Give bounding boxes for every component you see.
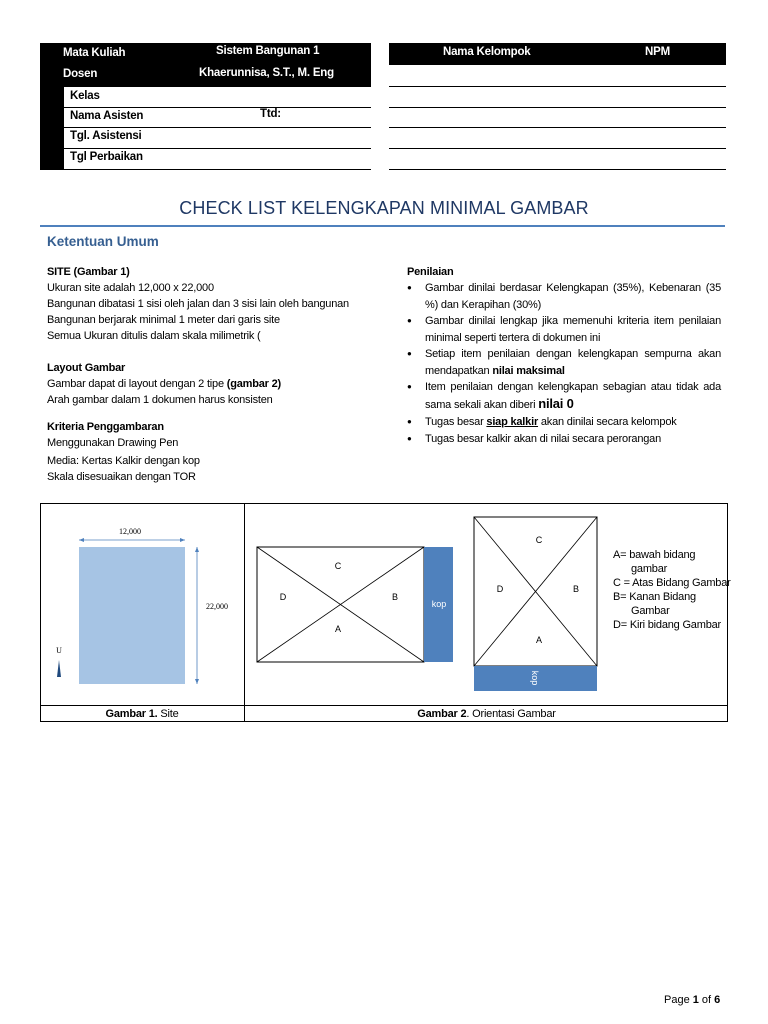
page-title: CHECK LIST KELENGKAPAN MINIMAL GAMBAR (179, 198, 589, 218)
kelompok-row-line-5 (389, 169, 726, 170)
layout-vertical-drawing (472, 515, 600, 695)
dosen-label: Dosen (63, 68, 98, 80)
perbaikan-line (40, 169, 371, 170)
kriteria-line-2: Media: Kertas Kalkir dengan kop (47, 455, 200, 467)
label-a: A (535, 635, 543, 645)
figure-caption-rule (40, 705, 728, 706)
layout-line-1: Gambar dapat di layout dengan 2 tipe (gambar 2) (47, 378, 281, 390)
arrow-up-icon (195, 547, 199, 552)
layout-line-2: Arah gambar dalam 1 dokumen harus konsisten (47, 394, 273, 406)
kelas-line (64, 107, 371, 108)
label-b: B (391, 592, 399, 602)
label-c: C (535, 535, 543, 545)
penilaian-item-4: ● Item penilaian dengan kelengkapan sebagian atau tidak ada sama sekali akan diberi nilai 0 (407, 379, 721, 413)
orientation-legend (613, 548, 731, 632)
legend-d: D= Kiri bidang Gambar (613, 619, 721, 631)
north-label: U (56, 646, 62, 655)
kelompok-row-line-1 (389, 86, 726, 87)
site-rect (79, 547, 185, 684)
penilaian-list (407, 280, 721, 447)
north-arrow-icon (57, 660, 61, 677)
layout-heading: Layout Gambar (47, 362, 126, 374)
site-heading: SITE (Gambar 1) (47, 266, 130, 278)
figure-1-caption: Gambar 1. Site (105, 708, 179, 720)
arrow-right-icon (180, 538, 185, 542)
label-c: C (334, 561, 342, 571)
kelas-label: Kelas (70, 90, 100, 102)
kelompok-row-line-4 (389, 148, 726, 149)
mata-kuliah-label: Mata Kuliah (63, 47, 126, 59)
site-drawing (45, 515, 240, 695)
arrow-down-icon (195, 679, 199, 684)
legend-b: B= Kanan Bidang Gambar (613, 591, 696, 617)
label-b: B (572, 584, 580, 594)
layout-horizontal-drawing (255, 545, 455, 665)
tgl-perbaikan-label: Tgl Perbaikan (70, 151, 143, 163)
kriteria-line-3: Skala disesuaikan dengan TOR (47, 471, 196, 483)
dosen-value: Khaerunnisa, S.T., M. Eng (199, 67, 334, 79)
kriteria-line-1: Menggunakan Drawing Pen (47, 437, 179, 449)
page-number: Page 1 of 6 (664, 994, 721, 1006)
kop-label: kop (530, 670, 540, 686)
site-line-1: Ukuran site adalah 12,000 x 22,000 (47, 282, 214, 294)
section-title: Ketentuan Umum (47, 234, 159, 249)
kelompok-row-line-2 (389, 107, 726, 108)
penilaian-item-5: ● Tugas besar siap kalkir akan dinilai secara kelompok (407, 414, 721, 431)
penilaian-heading: Penilaian (407, 266, 454, 278)
npm-label: NPM (645, 46, 670, 58)
label-a: A (334, 624, 342, 634)
height-dimension-label: 22,000 (206, 602, 228, 611)
label-d: D (496, 584, 504, 594)
header-left-black-bar (40, 43, 64, 169)
kelompok-row-line-3 (389, 127, 726, 128)
penilaian-item-6: ● Tugas besar kalkir akan di nilai secara perorangan (407, 431, 721, 448)
site-line-2: Bangunan dibatasi 1 sisi oleh jalan dan 3 sisi lain oleh bangunan (47, 298, 349, 310)
legend-c: C = Atas Bidang Gambar (613, 577, 731, 589)
width-dimension-label: 12,000 (119, 527, 141, 536)
figure-2-caption: Gambar 2. Orientasi Gambar (417, 708, 556, 720)
kriteria-heading: Kriteria Penggambaran (47, 421, 164, 433)
ttd-label: Ttd: (260, 108, 281, 120)
kop-label: kop (431, 599, 447, 609)
mata-kuliah-value: Sistem Bangunan 1 (216, 45, 320, 57)
title-rule (40, 225, 725, 227)
figure-divider (244, 503, 245, 722)
nama-asisten-label: Nama Asisten (70, 110, 144, 122)
label-d: D (279, 592, 287, 602)
asisten-line (64, 127, 371, 128)
penilaian-item-3: ● Setiap item penilaian dengan kelengkapan sempurna akan mendapatkan nilai maksimal (407, 346, 721, 379)
asistensi-line (64, 148, 371, 149)
penilaian-item-1: ● Gambar dinilai berdasar Kelengkapan (35%), Kebenaran (35 %) dan Kerapihan (30%) (407, 280, 721, 313)
site-line-4: Semua Ukuran ditulis dalam skala milimetrik ( (47, 330, 261, 342)
header-right-black-band (389, 43, 726, 65)
penilaian-item-2: ● Gambar dinilai lengkap jika memenuhi kriteria item penilaian minimal seperti tertera di dokumen ini (407, 313, 721, 346)
tgl-asistensi-label: Tgl. Asistensi (70, 130, 142, 142)
site-line-3: Bangunan berjarak minimal 1 meter dari garis site (47, 314, 280, 326)
legend-a: A= bawah bidang gambar (613, 549, 696, 575)
arrow-left-icon (79, 538, 84, 542)
nama-kelompok-label: Nama Kelompok (443, 46, 531, 58)
